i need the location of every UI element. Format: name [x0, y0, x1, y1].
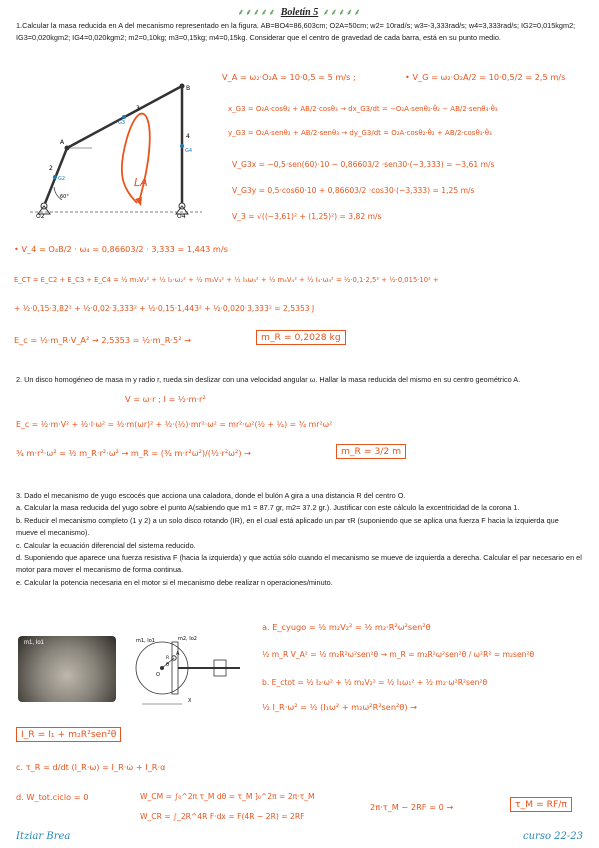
p1-result — [256, 333, 346, 343]
label-g4: G4 — [185, 148, 193, 154]
mechanism-figure — [22, 78, 212, 218]
label-m2: m2, Io2 — [178, 636, 197, 642]
p2-mr-eq: ¾ m·r²·ω² = ½ m_R·r²·ω² → m_R = (¾ m·r²ω²)/(½·r²ω²) → — [16, 448, 251, 458]
label-o2: O2 — [36, 213, 45, 218]
p2-result — [336, 447, 406, 457]
p1-v3: V_3 = √((−3,61)² + (1,25)²) = 3,82 m/s — [232, 212, 382, 221]
page-header — [0, 2, 599, 18]
p1-vg3-y-eq: y_G3 = O₂A·senθ₂ + AB/2·senθ₃ → dy_G3/dt = O₂A·cosθ₂·θ̇₂ + AB/2·cosθ₃·θ̇₃ — [228, 129, 492, 137]
p1-result-box: m_R = 0,2028 kg — [256, 330, 346, 345]
course-label: curso 22-23 — [523, 831, 583, 842]
p1-va: V_A = ω₂·O₂A = 10·0,5 = 5 m/s ; — [222, 72, 356, 82]
leaf-ornament-left: ⸙⸙⸙⸙⸙ — [237, 7, 277, 17]
p3-wcr: W_CR = ∫_2R^4R F·dx = F(4R − 2R) = 2RF — [140, 812, 305, 821]
p3-ir-eq: ½ I_R·ω² = ½ (I₁ω² + m₂ω²R²sen²θ) → — [262, 702, 417, 712]
p2-result-box: m_R = 3/2 m — [336, 444, 406, 459]
p1-vg3y: V_G3y = 0,5·cos60·10 + 0,86603/2 ·cos30·(−3,333) = 1,25 m/s — [232, 186, 475, 195]
p3-c: c. τ_R = d/dt (I_R·ω) = I_R·ω̇ + I_R·α — [16, 762, 166, 772]
photo-label: m1, Io1 — [24, 640, 45, 646]
label-m1: m1, Io1 — [136, 638, 155, 644]
p2-v-i: V = ω·r ; I = ½·m·r² — [125, 394, 206, 404]
label-angle: 60° — [60, 194, 69, 200]
label-g3: G3 — [118, 120, 126, 126]
label-o4: O4 — [177, 213, 186, 218]
p1-ect-line2: + ½·0,15·3,82² + ½·0,02·3,333² + ½·0,15·1,443² + ½·0,020·3,333² = 2,5353 J — [14, 304, 315, 313]
label-theta: θ — [166, 662, 170, 668]
scotch-yoke-figure — [122, 630, 252, 708]
p1-ec: E_c = ½·m_R·V_A² → 2,5353 = ½·m_R·5² → — [14, 335, 191, 345]
p3-result-d — [510, 800, 572, 810]
p3-mr: ½ m_R V_A² = ½ m₂R²ω²sen²θ → m_R = m₂R²ω²sen²θ / ω²R² = m₂sen²θ — [262, 650, 535, 659]
p1-ect-line1: E_CT = E_C2 + E_C3 + E_C4 = ½ m₂V₂² + ½ I₂·ω₂² + ½ m₃V₃² + ½ I₃ω₃² + ½ m₄V₄² + ½ I₄·ω₄² = ½·0,1·2,5² + ½·0,015·10² + — [14, 276, 439, 284]
p1-vg3x: V_G3x = −0,5·sen(60)·10 − 0,86603/2 ·sen30·(−3,333) = −3,61 m/s — [232, 160, 495, 169]
p1-vg: • V_G = ω₂·O₂A/2 = 10·0,5/2 = 2,5 m/s — [405, 72, 566, 82]
p3-ecyugo: a. E_cyugo = ½ m₂V₂² = ½ m₂·R²ω²sen²θ — [262, 622, 431, 632]
p3-result-b-box: I_R = I₁ + m₂R²sen²θ — [16, 727, 121, 742]
page-title: Boletín 5 — [280, 7, 319, 18]
problem1-statement: 1.Calcular la masa reducida en A del mecanismo representado en la figura. AB=BO4=86,603cm; O2A=50cm; w2= 10rad/s; w3=-3,333rad/s; w4=3,333rad/s; IG2=0,015kgm2; IG3=0,020kgm2; IG4=0,020kgm2; m2=0,10kg; m3=0,15kg; m4=0,15kg. Considerar que el centro de gravedad de cada barra, está en su punto medio. — [16, 21, 576, 43]
problem3-statement: 3. Dado el mecanismo de yugo escocés que acciona una caladora, donde el bulón A gira a una distancia R del centro O. a. Calcular la masa reducida del yugo sobre el punto A(sabiendo que m1 = 87.7 gr, m2= 37.2 gr.). Justificar con este cálculo la excentricidad de la corona 1. b. Reducir el mecanismo completo (1 y 2) a un solo disco rotando (IR), en el cual está aplicado un par τR (suponiendo que se aplica una fuerza F hacia la izquierda que mueve el mecanismo). c. Calcular la ecuación diferencial del sistema reducido. d. Suponiendo que aparece una fuerza resistiva F (hacia la izquierda) y que actúa sólo cuando el mecanismo se mueve de izquierda a derecha. Calcular el par necesario en el motor para mover el mecanismo de forma continua. e. Calcular la potencia necesaria en el motor si el mecanismo debe realizar n operaciones/minuto. — [16, 491, 582, 587]
p3-balance: 2π·τ_M − 2RF = 0 → — [370, 802, 454, 812]
p3-ectot: b. E_ctot = ½ I₂·ω² + ½ m₂V₂² = ½ I₁ω₁² + ½ m₂·ω²R²sen²θ — [262, 678, 488, 687]
p2-ec: E_c = ½·m·V² + ½·I·ω² = ½·m(ωr)² + ½·(½)·mr²·ω² = mr²·ω²(½ + ¼) = ¾ mr²ω² — [16, 420, 333, 429]
label-n2: 2 — [49, 165, 53, 172]
label-a-yoke: A — [176, 651, 180, 657]
author-signature: Itziar Brea — [16, 831, 71, 842]
label-n4: 4 — [186, 133, 190, 140]
caladora-gear-photo — [18, 636, 116, 702]
label-r: R — [166, 656, 170, 661]
p3-wcm: W_CM = ∫₀^2π τ_M dθ = τ_M ]₀^2π = 2π·τ_M — [140, 792, 315, 801]
p1-v4: • V_4 = O₄B/2 · ω₄ = 0,86603/2 · 3,333 = 1,443 m/s — [14, 244, 228, 254]
label-la: LA — [134, 176, 148, 189]
p1-vg3-x-eq: x_G3 = O₂A·cosθ₂ + AB/2·cosθ₃ → dx_G3/dt = −O₂A·senθ₂·θ̇₂ − AB/2·senθ₃·θ̇₃ — [228, 105, 498, 113]
label-o: O — [156, 672, 160, 678]
label-g2: G2 — [58, 176, 66, 182]
label-n3: 3 — [136, 105, 140, 112]
leaf-ornament-right: ⸙⸙⸙⸙⸙ — [322, 7, 362, 17]
label-b: B — [186, 85, 191, 92]
p3-d: d. W_tot.ciclo = 0 — [16, 792, 89, 802]
problem2-statement: 2. Un disco homogéneo de masa m y radio r, rueda sin deslizar con una velocidad angular ω. Hallar la masa reducida del mismo en su centro geométrico A. — [16, 375, 521, 384]
label-x: X — [188, 698, 192, 704]
label-a: A — [60, 139, 65, 146]
p3-result-b — [16, 730, 121, 740]
p3-result-d-box: τ_M = RF/π — [510, 797, 572, 812]
